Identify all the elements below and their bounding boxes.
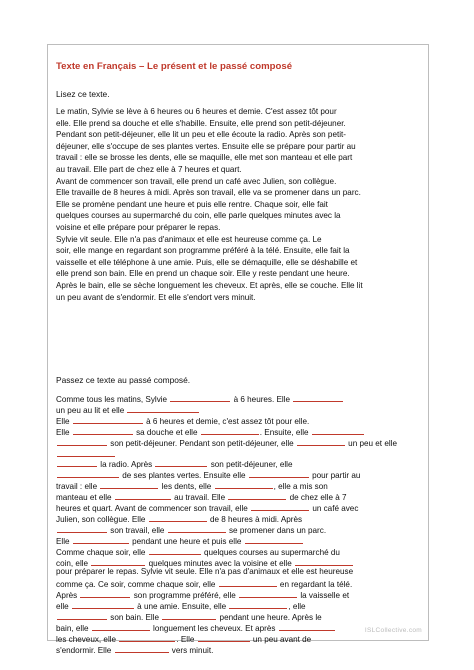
exercise-text-segment: son petit-déjeuner, elle xyxy=(208,460,293,470)
exercise-text-segment: les dents, elle xyxy=(159,482,214,492)
exercise-text-segment: longuement les cheveux. Et après xyxy=(150,623,278,633)
reading-line: au travail. Elle part de chez elle à 7 heures et quart. xyxy=(56,165,242,174)
answer-blank[interactable] xyxy=(73,416,143,424)
reading-line: vaisselle et elle téléphone à une amie. Puis, elle se démaquille, elle se déshabille et xyxy=(56,257,358,267)
reading-line: soir, elle mange en regardant son programme préféré à la télé. Ensuite, elle fait la xyxy=(56,246,350,256)
exercise-text-segment: la radio. Après xyxy=(98,460,155,470)
exercise-text-segment: à une amie. Ensuite, elle xyxy=(134,602,229,612)
answer-blank[interactable] xyxy=(198,634,250,642)
reading-line: Elle travaille de 8 heures à midi. Après son travail, elle va se promener dans un parc. xyxy=(56,188,361,198)
exercise-text-segment: son travail, elle xyxy=(108,525,167,535)
exercise-text-segment: à 6 heures. Elle xyxy=(231,395,293,404)
exercise-text-segment: Comme chaque soir, elle xyxy=(56,547,148,557)
exercise-line xyxy=(56,645,213,655)
exercise-text-segment: Elle xyxy=(56,536,72,546)
exercise-text-segment: , elle a mis son xyxy=(273,482,328,492)
exercise-text-segment: à 6 heures et demie, c'est assez tôt pour elle. xyxy=(143,416,310,426)
reading-line: Avant de commencer son travail, elle prend un café avec Julien, son collègue. xyxy=(56,176,337,186)
exercise-line xyxy=(56,459,292,469)
answer-blank[interactable] xyxy=(215,481,273,489)
answer-blank[interactable] xyxy=(219,579,277,587)
answer-blank[interactable] xyxy=(72,601,134,609)
exercise-instruction: Passez ce texte au passé composé. xyxy=(56,375,191,385)
answer-blank[interactable] xyxy=(57,449,115,457)
reading-line: voisine et elle prépare pour préparer le repas. xyxy=(56,223,221,232)
exercise-text-segment: elle xyxy=(56,602,71,612)
exercise-line xyxy=(56,590,349,600)
exercise-line xyxy=(56,503,358,513)
answer-blank[interactable] xyxy=(228,492,286,500)
reading-line: quelques courses au supermarché du coin, elle parle quelques minutes avec la xyxy=(56,211,341,221)
exercise-line xyxy=(56,579,352,589)
reading-line: un peu avant de s'endormir. Et elle s'endort vers minuit. xyxy=(56,292,256,302)
exercise-text-segment: Julien, son collègue. Elle xyxy=(56,514,148,524)
answer-blank[interactable] xyxy=(57,459,97,467)
answer-blank[interactable] xyxy=(115,492,171,500)
answer-blank[interactable] xyxy=(149,547,201,555)
answer-blank[interactable] xyxy=(297,438,345,446)
answer-blank[interactable] xyxy=(170,394,230,402)
exercise-line xyxy=(56,438,397,448)
exercise-text-segment: . Elle xyxy=(176,634,197,644)
answer-blank[interactable] xyxy=(149,514,207,522)
answer-blank[interactable] xyxy=(91,558,145,566)
exercise-text-segment: son petit-déjeuner. Pendant son petit-déjeuner, elle xyxy=(108,438,296,448)
exercise-text-segment: pour préparer le repas. Sylvie vit seule. Elle n'a pas d'animaux et elle est heureuse xyxy=(56,567,354,577)
exercise-line xyxy=(56,568,353,576)
exercise-line xyxy=(56,536,304,546)
exercise-text-segment: comme ça. Ce soir, comme chaque soir, elle xyxy=(56,580,218,590)
exercise-line xyxy=(56,470,360,480)
exercise-line xyxy=(56,601,306,611)
answer-blank[interactable] xyxy=(73,536,129,544)
reading-line: elle prend son bain. Elle en prend un chaque soir. Elle y reste pendant une heure. xyxy=(56,269,350,279)
answer-blank[interactable] xyxy=(57,438,107,446)
exercise-text-segment: , elle xyxy=(288,602,306,612)
answer-blank[interactable] xyxy=(295,558,353,566)
answer-blank[interactable] xyxy=(162,612,216,620)
exercise-line xyxy=(56,558,354,568)
exercise-text-segment: de chez elle à 7 xyxy=(287,493,347,503)
answer-blank[interactable] xyxy=(293,394,343,402)
exercise-line xyxy=(56,612,322,622)
answer-blank[interactable] xyxy=(57,525,107,533)
exercise-text-segment: en regardant la télé. xyxy=(277,580,353,590)
exercise-text-segment: vers minuit. xyxy=(169,645,214,655)
reading-line: déjeuner, elle s'occupe de ses plantes vertes. Ensuite elle se prépare pour partir au xyxy=(56,141,356,151)
exercise-line xyxy=(56,394,344,404)
exercise-text-segment: les cheveux, elle xyxy=(56,634,119,644)
answer-blank[interactable] xyxy=(168,525,226,533)
exercise-text-segment: bain, elle xyxy=(56,623,91,633)
worksheet-page xyxy=(47,44,429,655)
exercise-text-segment: Elle xyxy=(56,427,72,437)
exercise-text-segment: Comme tous les matins, Sylvie xyxy=(56,395,170,404)
reading-line: Le matin, Sylvie se lève à 6 heures ou 6 heures et demie. C'est assez tôt pour xyxy=(56,107,337,116)
exercise-text-segment: un peu et elle xyxy=(345,438,397,448)
exercise-text-segment: de ses plantes vertes. Ensuite elle xyxy=(120,471,248,481)
reading-line: Elle se promène pendant une heure et puis elle rentre. Chaque soir, elle fait xyxy=(56,199,328,209)
exercise-text-segment: travail : elle xyxy=(56,482,100,492)
exercise-text-segment: au travail. Elle xyxy=(171,493,228,503)
exercise-text-segment: pendant une heure et puis elle xyxy=(129,536,244,546)
exercise-text-segment: sa douche et elle xyxy=(133,427,200,437)
answer-blank[interactable] xyxy=(229,601,287,609)
exercise-text-segment: de 8 heures à midi. Après xyxy=(207,514,303,524)
answer-blank[interactable] xyxy=(201,427,259,435)
answer-blank[interactable] xyxy=(155,459,207,467)
exercise-text-segment: Après xyxy=(56,591,80,601)
exercise-text-segment: un café avec xyxy=(310,504,359,513)
reading-line: Sylvie vit seule. Elle n'a pas d'animaux et elle est heureuse comme ça. Le xyxy=(56,234,322,244)
exercise-text-segment: . Ensuite, elle xyxy=(259,427,311,437)
answer-blank[interactable] xyxy=(73,427,133,435)
answer-blank[interactable] xyxy=(100,481,158,489)
reading-instruction: Lisez ce texte. xyxy=(56,89,110,99)
exercise-line xyxy=(56,634,311,644)
exercise-text-segment: son bain. Elle xyxy=(108,613,162,622)
answer-blank[interactable] xyxy=(92,623,150,631)
exercise-text-segment: un peu avant de xyxy=(250,634,312,644)
exercise-line xyxy=(56,547,340,557)
answer-blank[interactable] xyxy=(57,612,107,620)
reading-line: travail : elle se brosse les dents, elle se maquille, elle met son manteau et elle part xyxy=(56,153,353,163)
answer-blank[interactable] xyxy=(80,590,130,598)
exercise-line xyxy=(56,427,365,437)
reading-line: Après le bain, elle se sèche longuement les cheveux. Et après, elle se couche. Elle lit xyxy=(56,281,363,290)
exercise-text-segment: se promener dans un parc. xyxy=(226,525,327,535)
worksheet-title: Texte en Français – Le présent et le passé composé xyxy=(56,61,293,72)
exercise-line xyxy=(56,481,328,491)
exercise-text-segment: s'endormir. Elle xyxy=(56,645,114,655)
reading-line: Pendant son petit-déjeuner, elle lit un peu et elle écoute la radio. Après son petit- xyxy=(56,130,346,140)
answer-blank[interactable] xyxy=(127,405,199,413)
exercise-text-segment: Elle xyxy=(56,416,72,426)
exercise-text-segment: quelques courses au supermarché du xyxy=(201,547,340,557)
answer-blank[interactable] xyxy=(119,634,175,642)
exercise-text-segment: la vaisselle et xyxy=(298,591,350,601)
exercise-text-segment: pour partir au xyxy=(309,471,361,481)
answer-blank[interactable] xyxy=(57,470,119,478)
exercise-text-segment: manteau et elle xyxy=(56,493,114,503)
answer-blank[interactable] xyxy=(245,536,303,544)
answer-blank[interactable] xyxy=(239,590,297,598)
answer-blank[interactable] xyxy=(115,645,169,653)
answer-blank[interactable] xyxy=(249,470,309,478)
exercise-text-segment: son programme préféré, elle xyxy=(131,591,239,601)
exercise-text-segment: heures et quart. Avant de commencer son travail, elle xyxy=(56,504,251,513)
exercise-line xyxy=(56,514,302,524)
answer-blank[interactable] xyxy=(312,427,364,435)
exercise-line xyxy=(56,416,309,426)
exercise-text-segment: coin, elle xyxy=(56,558,91,568)
answer-blank[interactable] xyxy=(279,623,335,631)
answer-blank[interactable] xyxy=(251,503,309,511)
watermark: ISLCollective.com xyxy=(364,627,422,634)
exercise-line xyxy=(56,449,116,459)
exercise-line xyxy=(56,492,347,502)
exercise-text-segment: un peu au lit et elle xyxy=(56,405,127,415)
exercise-text-segment: quelques minutes avec la voisine et elle xyxy=(146,558,295,568)
exercise-text-segment: pendant une heure. Après le xyxy=(217,613,322,622)
reading-line: elle. Elle prend sa douche et elle s'habille. Ensuite, elle prend son petit-déjeuner. xyxy=(56,118,346,128)
exercise-line xyxy=(56,525,326,535)
exercise-line xyxy=(56,623,336,633)
exercise-line xyxy=(56,405,200,415)
